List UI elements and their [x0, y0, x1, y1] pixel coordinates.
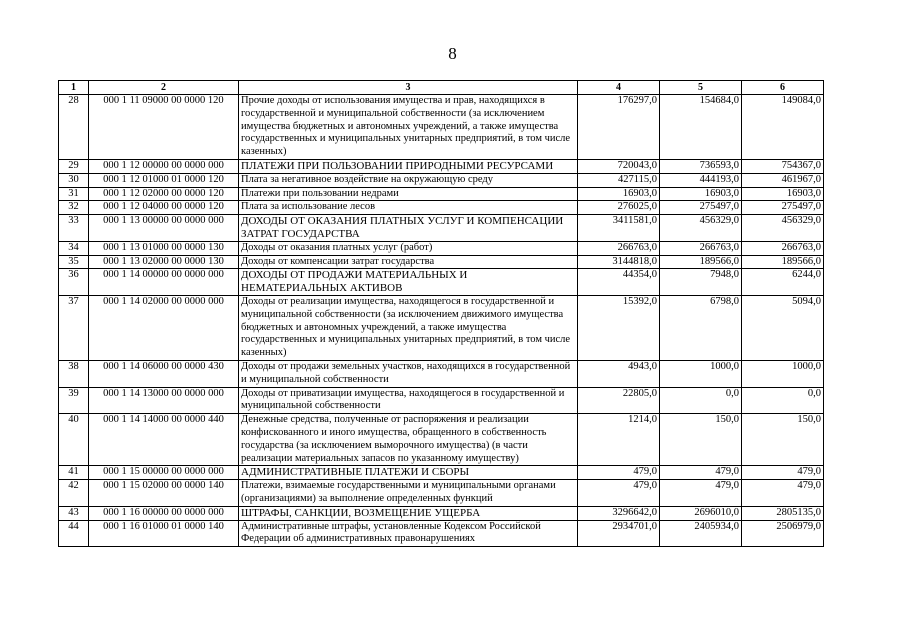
value-col-4: 22805,0	[578, 387, 660, 414]
value-col-4: 44354,0	[578, 269, 660, 296]
row-number: 38	[59, 360, 89, 387]
row-number: 44	[59, 520, 89, 547]
page-number: 8	[448, 44, 457, 63]
value-col-5: 189566,0	[660, 255, 742, 269]
row-number: 28	[59, 95, 89, 160]
row-number: 33	[59, 215, 89, 242]
budget-code: 000 1 12 01000 01 0000 120	[89, 173, 239, 187]
value-col-4: 15392,0	[578, 295, 660, 360]
income-name: ШТРАФЫ, САНКЦИИ, ВОЗМЕЩЕНИЕ УЩЕРБА	[239, 506, 578, 520]
value-col-5: 266763,0	[660, 241, 742, 255]
row-number: 42	[59, 480, 89, 507]
table-row	[59, 414, 824, 466]
value-col-5: 275497,0	[660, 201, 742, 215]
row-number: 37	[59, 295, 89, 360]
table-row	[59, 269, 824, 296]
value-col-5: 1000,0	[660, 360, 742, 387]
value-col-6: 461967,0	[742, 173, 824, 187]
value-col-6: 275497,0	[742, 201, 824, 215]
table-row	[59, 215, 824, 242]
budget-code: 000 1 12 04000 00 0000 120	[89, 201, 239, 215]
table-row	[59, 241, 824, 255]
value-col-6: 266763,0	[742, 241, 824, 255]
value-col-5: 154684,0	[660, 95, 742, 160]
income-name: ДОХОДЫ ОТ ПРОДАЖИ МАТЕРИАЛЬНЫХ И НЕМАТЕРИАЛЬНЫХ АКТИВОВ	[239, 269, 578, 296]
value-col-4: 3411581,0	[578, 215, 660, 242]
value-col-4: 2934701,0	[578, 520, 660, 547]
income-name: Прочие доходы от использования имущества и прав, находящихся в государственной и муниципальной собственности (за исключением имущества бюджетных и автономных учреждений, а также имущества государственных и муниципальных унитарных предприятий, в том числе казенных)	[239, 95, 578, 160]
income-name: ПЛАТЕЖИ ПРИ ПОЛЬЗОВАНИИ ПРИРОДНЫМИ РЕСУРСАМИ	[239, 159, 578, 173]
value-col-6: 6244,0	[742, 269, 824, 296]
budget-code: 000 1 12 00000 00 0000 000	[89, 159, 239, 173]
value-col-6: 2805135,0	[742, 506, 824, 520]
value-col-6: 456329,0	[742, 215, 824, 242]
value-col-6: 1000,0	[742, 360, 824, 387]
income-name: Плата за использование лесов	[239, 201, 578, 215]
header-col-5: 5	[660, 81, 742, 95]
value-col-4: 720043,0	[578, 159, 660, 173]
row-number: 43	[59, 506, 89, 520]
value-col-4: 3144818,0	[578, 255, 660, 269]
table-row	[59, 255, 824, 269]
value-col-4: 176297,0	[578, 95, 660, 160]
budget-code: 000 1 14 02000 00 0000 000	[89, 295, 239, 360]
header-col-2: 2	[89, 81, 239, 95]
value-col-5: 6798,0	[660, 295, 742, 360]
budget-code: 000 1 13 00000 00 0000 000	[89, 215, 239, 242]
income-name: Доходы от компенсации затрат государства	[239, 255, 578, 269]
value-col-5: 150,0	[660, 414, 742, 466]
value-col-4: 4943,0	[578, 360, 660, 387]
value-col-4: 427115,0	[578, 173, 660, 187]
value-col-5: 7948,0	[660, 269, 742, 296]
table-row	[59, 466, 824, 480]
income-name: Доходы от реализации имущества, находящегося в государственной и муниципальной собственности (за исключением движимого имущества бюджетных и автономных учреждений, а также имущества государственных и муниципальных унитарных предприятий, в том числе казенных)	[239, 295, 578, 360]
table-row	[59, 480, 824, 507]
budget-code: 000 1 16 00000 00 0000 000	[89, 506, 239, 520]
income-name: Денежные средства, полученные от распоряжения и реализации конфискованного и иного имущества, обращенного в собственность государства (за исключением выморочного имущества) (в части реализации материальных запасов по указанному имуществу)	[239, 414, 578, 466]
row-number: 36	[59, 269, 89, 296]
table-row	[59, 520, 824, 547]
row-number: 41	[59, 466, 89, 480]
value-col-6: 479,0	[742, 480, 824, 507]
income-name: Плата за негативное воздействие на окружающую среду	[239, 173, 578, 187]
budget-code: 000 1 14 13000 00 0000 000	[89, 387, 239, 414]
row-number: 30	[59, 173, 89, 187]
header-col-3: 3	[239, 81, 578, 95]
table-row	[59, 506, 824, 520]
table-row	[59, 360, 824, 387]
budget-code: 000 1 15 02000 00 0000 140	[89, 480, 239, 507]
value-col-4: 479,0	[578, 466, 660, 480]
row-number: 29	[59, 159, 89, 173]
budget-code: 000 1 16 01000 01 0000 140	[89, 520, 239, 547]
budget-code: 000 1 13 01000 00 0000 130	[89, 241, 239, 255]
value-col-5: 479,0	[660, 480, 742, 507]
row-number: 35	[59, 255, 89, 269]
income-name: АДМИНИСТРАТИВНЫЕ ПЛАТЕЖИ И СБОРЫ	[239, 466, 578, 480]
income-name: Платежи при пользовании недрами	[239, 187, 578, 201]
row-number: 40	[59, 414, 89, 466]
table-row	[59, 295, 824, 360]
value-col-4: 276025,0	[578, 201, 660, 215]
income-name: Доходы от продажи земельных участков, находящихся в государственной и муниципальной собственности	[239, 360, 578, 387]
budget-code: 000 1 15 00000 00 0000 000	[89, 466, 239, 480]
budget-code: 000 1 14 06000 00 0000 430	[89, 360, 239, 387]
value-col-5: 479,0	[660, 466, 742, 480]
value-col-5: 456329,0	[660, 215, 742, 242]
budget-code: 000 1 14 00000 00 0000 000	[89, 269, 239, 296]
value-col-6: 5094,0	[742, 295, 824, 360]
row-number: 39	[59, 387, 89, 414]
row-number: 31	[59, 187, 89, 201]
budget-code: 000 1 13 02000 00 0000 130	[89, 255, 239, 269]
row-number: 32	[59, 201, 89, 215]
value-col-5: 16903,0	[660, 187, 742, 201]
row-number: 34	[59, 241, 89, 255]
budget-table	[58, 80, 824, 547]
value-col-4: 479,0	[578, 480, 660, 507]
value-col-6: 189566,0	[742, 255, 824, 269]
header-col-1: 1	[59, 81, 89, 95]
income-name: Административные штрафы, установленные Кодексом Российской Федерации об административных правонарушениях	[239, 520, 578, 547]
table-row	[59, 173, 824, 187]
value-col-4: 3296642,0	[578, 506, 660, 520]
header-col-6: 6	[742, 81, 824, 95]
income-name: ДОХОДЫ ОТ ОКАЗАНИЯ ПЛАТНЫХ УСЛУГ И КОМПЕНСАЦИИ ЗАТРАТ ГОСУДАРСТВА	[239, 215, 578, 242]
income-name: Платежи, взимаемые государственными и муниципальными органами (организациями) за выполнение определенных функций	[239, 480, 578, 507]
value-col-6: 150,0	[742, 414, 824, 466]
table-row	[59, 387, 824, 414]
table-row	[59, 95, 824, 160]
table-body	[59, 95, 824, 547]
value-col-6: 2506979,0	[742, 520, 824, 547]
income-name: Доходы от оказания платных услуг (работ)	[239, 241, 578, 255]
table-row	[59, 159, 824, 173]
value-col-5: 736593,0	[660, 159, 742, 173]
value-col-6: 0,0	[742, 387, 824, 414]
value-col-6: 479,0	[742, 466, 824, 480]
budget-code: 000 1 11 09000 00 0000 120	[89, 95, 239, 160]
value-col-5: 2405934,0	[660, 520, 742, 547]
value-col-6: 149084,0	[742, 95, 824, 160]
income-name: Доходы от приватизации имущества, находящегося в государственной и муниципальной собственности	[239, 387, 578, 414]
value-col-6: 754367,0	[742, 159, 824, 173]
header-col-4: 4	[578, 81, 660, 95]
value-col-6: 16903,0	[742, 187, 824, 201]
value-col-5: 0,0	[660, 387, 742, 414]
table-header-row	[59, 81, 824, 95]
value-col-5: 444193,0	[660, 173, 742, 187]
table-row	[59, 201, 824, 215]
value-col-4: 1214,0	[578, 414, 660, 466]
budget-code: 000 1 14 14000 00 0000 440	[89, 414, 239, 466]
value-col-4: 16903,0	[578, 187, 660, 201]
table-row	[59, 187, 824, 201]
budget-code: 000 1 12 02000 00 0000 120	[89, 187, 239, 201]
value-col-5: 2696010,0	[660, 506, 742, 520]
value-col-4: 266763,0	[578, 241, 660, 255]
